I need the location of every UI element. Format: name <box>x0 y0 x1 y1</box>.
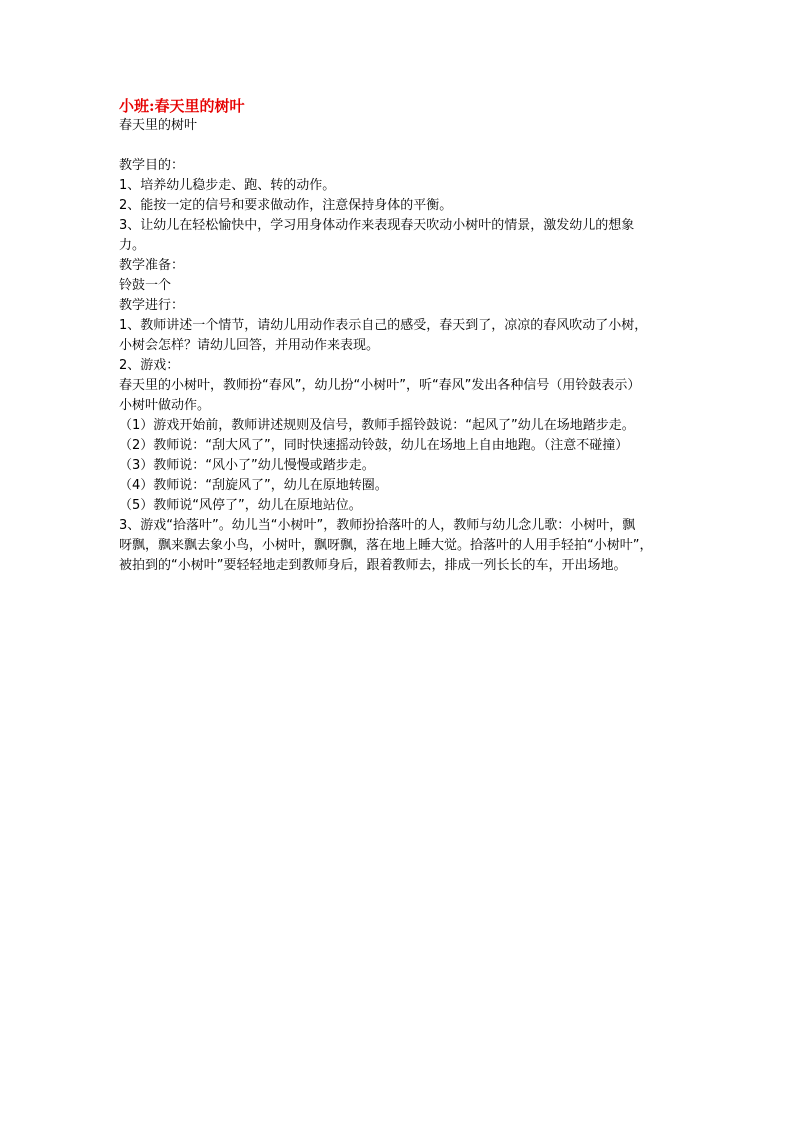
body-line: 春天里的树叶 <box>119 118 198 133</box>
body-line: 小树叶做动作。 <box>119 398 211 413</box>
body-line: （4）教师说：“刮旋风了”，幼儿在原地转圈。 <box>119 478 388 493</box>
body-line: 1、教师讲述一个情节，请幼儿用动作表示自己的感受，春天到了，凉凉的春风吹动了小树， <box>119 318 648 333</box>
body-line: 教学目的： <box>119 158 185 173</box>
page-title: 小班:春天里的树叶 <box>119 97 245 115</box>
body-line: （3）教师说：“风小了”幼儿慢慢或踏步走。 <box>119 458 375 473</box>
body-line: 力。 <box>119 238 146 253</box>
body-line: 铃鼓一个 <box>119 278 172 293</box>
body-line: 小树会怎样？请幼儿回答，并用动作来表现。 <box>119 338 380 353</box>
blank-line <box>119 136 679 156</box>
body-line: （2）教师说：“刮大风了”，同时快速摇动铃鼓，幼儿在场地上自由地跑。（注意不碰撞） <box>119 438 629 453</box>
body-line: 1、培养幼儿稳步走、跑、转的动作。 <box>119 178 336 193</box>
body-line: （1）游戏开始前，教师讲述规则及信号，教师手摇铃鼓说：“起风了”幼儿在场地踏步走。 <box>119 418 635 433</box>
body-line: 教学进行： <box>119 298 185 313</box>
body-line: 教学准备： <box>119 258 185 273</box>
body-line: 春天里的小树叶，教师扮“春风”，幼儿扮“小树叶”，听“春风”发出各种信号（用铃鼓表示） <box>119 378 641 393</box>
body-line: 2、游戏： <box>119 358 180 373</box>
body-line: （5）教师说“风停了”，幼儿在原地站位。 <box>119 498 362 513</box>
body-line: 3、游戏“拾落叶”。幼儿当“小树叶”，教师扮拾落叶的人，教师与幼儿念儿歌：小树叶，飘 <box>119 518 636 533</box>
body-line: 3、让幼儿在轻松愉快中，学习用身体动作来表现春天吹动小树叶的情景，激发幼儿的想象 <box>119 218 635 233</box>
body-line: 2、能按一定的信号和要求做动作，注意保持身体的平衡。 <box>119 198 453 213</box>
body-line: 被拍到的“小树叶”要轻轻地走到教师身后，跟着教师去，排成一列长长的车，开出场地。 <box>119 558 627 573</box>
document-page <box>119 96 679 576</box>
document-body <box>119 116 679 576</box>
body-line: 呀飘，飘来飘去象小鸟，小树叶，飘呀飘，落在地上睡大觉。拾落叶的人用手轻拍“小树叶”， <box>119 538 653 553</box>
